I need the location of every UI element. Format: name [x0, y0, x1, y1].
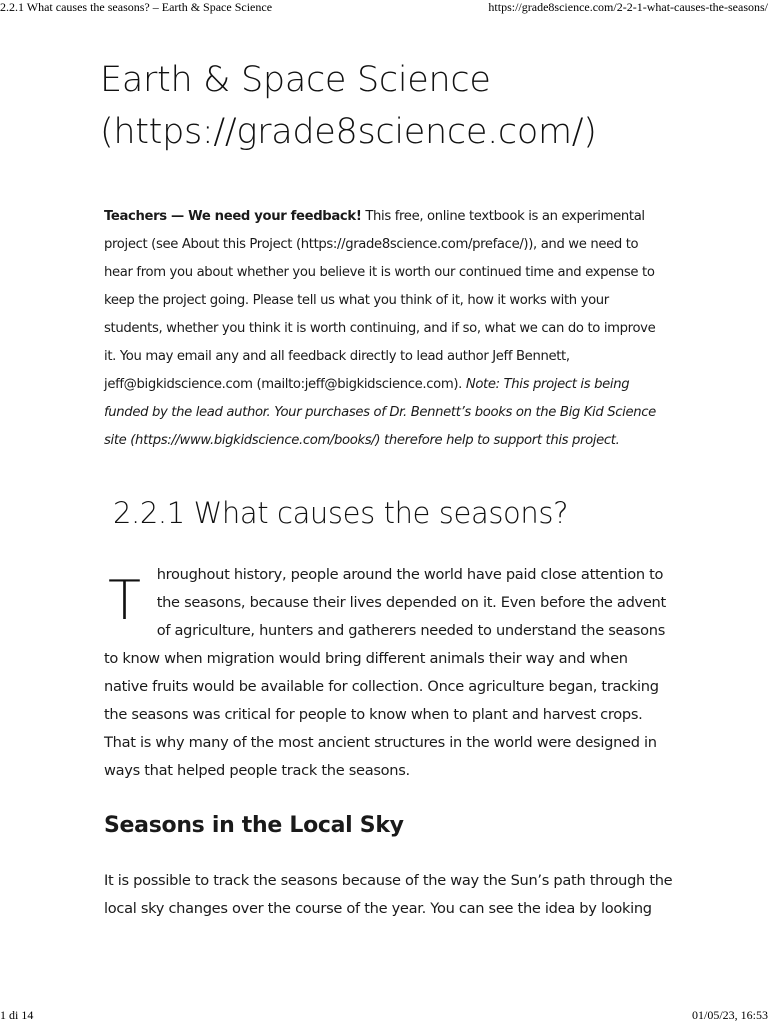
- notice-note: Note: This project is being funded by the lead author. Your purchases of Dr. Bennett’s books on the Big Kid Science site (https://www.bigkidscience.com/books/) therefore help to support this project.: [104, 377, 656, 448]
- notice-lead-feedback: We need your feedback!: [188, 209, 362, 224]
- print-footer-datetime: 01/05/23, 16:53: [691, 1008, 768, 1022]
- feedback-notice: [104, 203, 664, 455]
- intro-paragraph: [104, 561, 669, 785]
- section-heading: Seasons in the Local Sky: [104, 813, 404, 838]
- notice-lead-teachers: Teachers: [104, 209, 167, 224]
- print-header-url[interactable]: https://grade8science.com/2-2-1-what-causes-the-seasons/: [488, 0, 768, 14]
- section-paragraph: It is possible to track the seasons because of the way the Sun’s path through the local sky changes over the course of the year. You can see the idea by looking: [104, 872, 673, 917]
- notice-body: This free, online textbook is an experimental project (see About this Project (https://grade8science.com/preface/)), and we need to hear from you about whether you believe it is worth our continued time and expense to keep the project going. Please tell us what you think of it, how it works with your students, whether you think it is worth continuing, and if so, what we can do to improve it. You may email any and all feedback directly to lead author Jeff Bennett, jeff@bigkidscience.com (mailto:jeff@bigkidscience.com).: [104, 209, 656, 392]
- print-header: [0, 0, 768, 14]
- dropcap-letter: T: [108, 569, 141, 632]
- page-title: 2.2.1 What causes the seasons?: [113, 496, 569, 530]
- print-footer: [0, 1008, 768, 1022]
- site-title-link[interactable]: Earth & Space Science (https://grade8science.com/): [100, 60, 597, 152]
- notice-dash: —: [166, 209, 189, 224]
- intro-text: hroughout history, people around the world have paid close attention to the seasons, because their lives depended on it. Even before the advent of agriculture, hunters and gatherers needed to understand the seasons to know when migration would bring different animals their way and when native fruits would be available for collection. Once agriculture began, tracking the seasons was critical for people to know when to plant and harvest crops. That is why many of the most ancient structures in the world were designed in ways that helped people track the seasons.: [104, 566, 666, 779]
- print-footer-page: 1 di 14: [0, 1008, 34, 1022]
- print-header-title: 2.2.1 What causes the seasons? – Earth & Space Science: [0, 0, 273, 14]
